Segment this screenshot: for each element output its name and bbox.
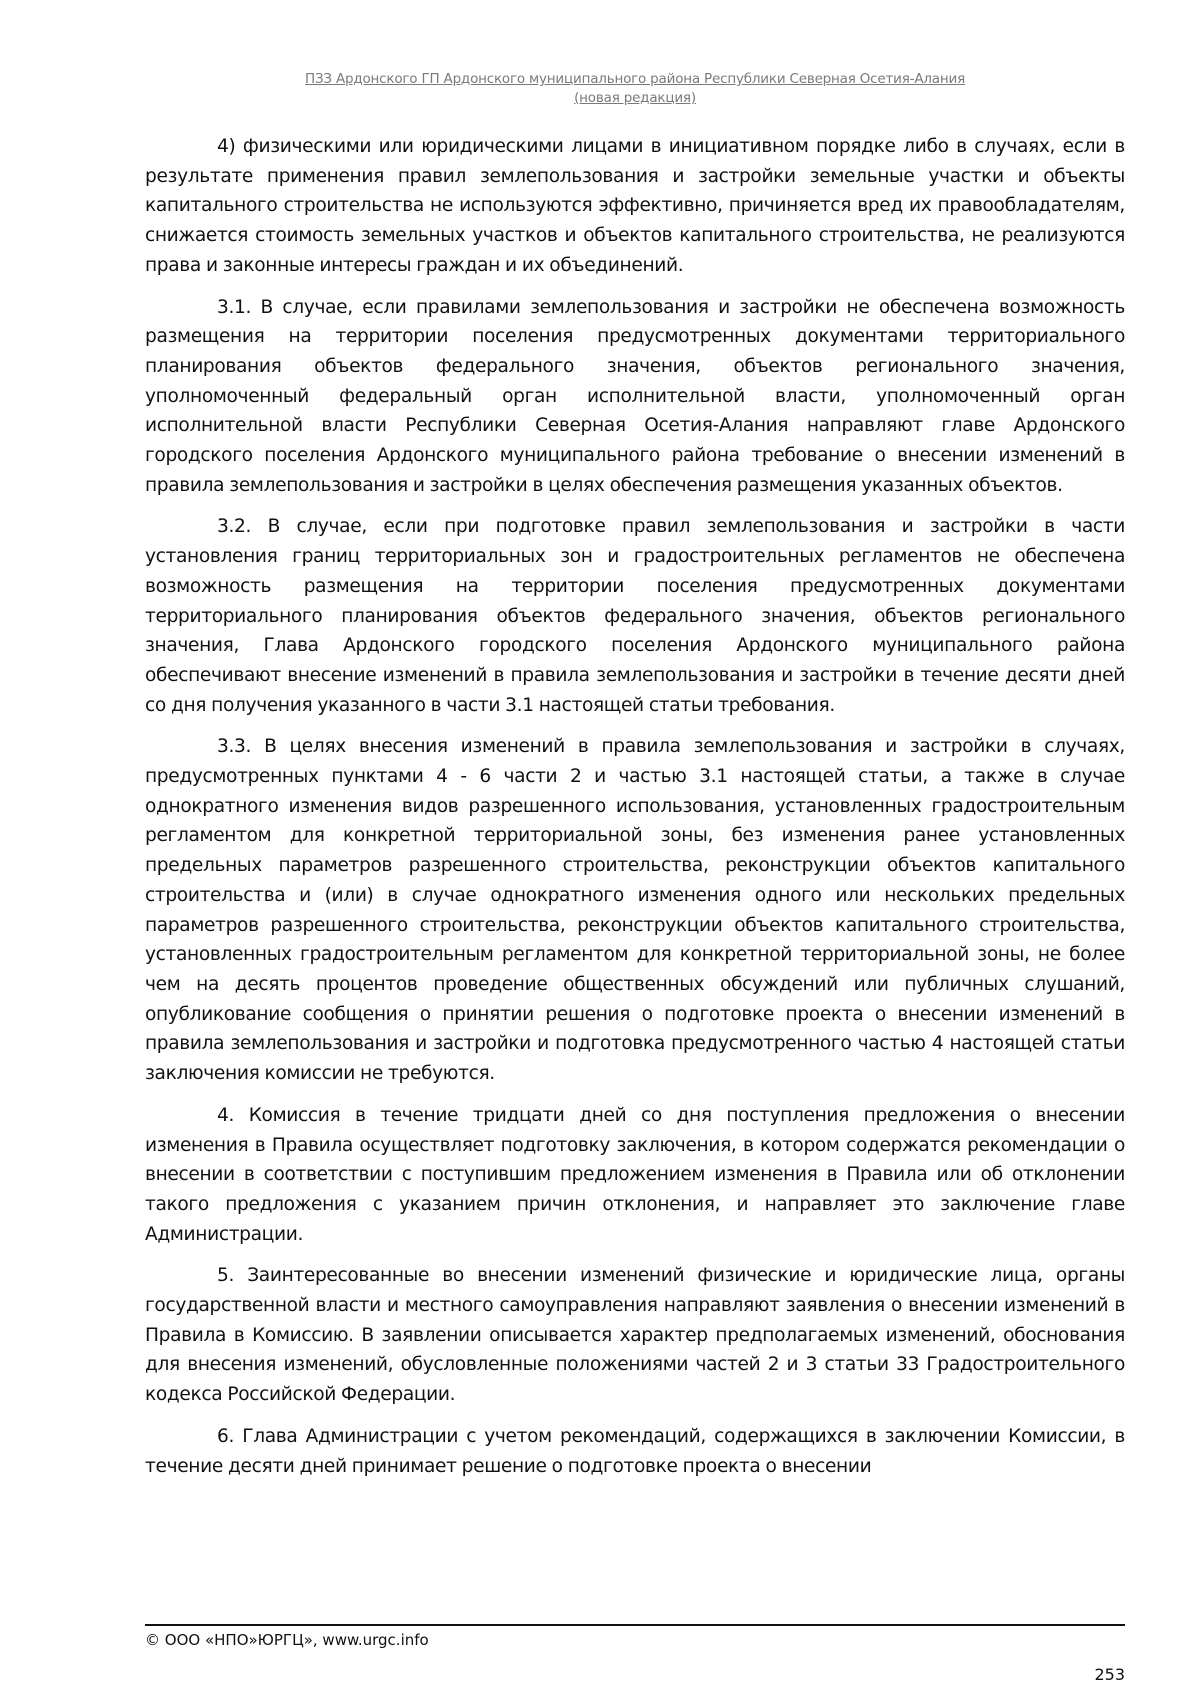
page-header xyxy=(145,70,1125,108)
paragraph-5: 5. Заинтересованные во внесении изменений физические и юридические лица, органы государственной власти и местного самоуправления направляют заявления о внесении изменений в Правила в Комиссию. В заявлении описывается характер предполагаемых изменений, обоснования для внесения изменений, обусловленные положениями частей 2 и 3 статьи 33 Градостроительного кодекса Российской Федерации. xyxy=(145,1265,1125,1406)
paragraph-3-1: 3.1. В случае, если правилами землепользования и застройки не обеспечена возможность размещения на территории поселения предусмотренных документами территориального планирования объектов федерального значения, объектов регионального значения, уполномоченный федеральный орган исполнительной власти, уполномоченный орган исполнительной власти Республики Северная Осетия-Алания направляют главе Ардонского городского поселения Ардонского муниципального района требование о внесении изменений в правила землепользования и застройки в целях обеспечения размещения указанных объектов. xyxy=(145,296,1125,496)
page-number: 253 xyxy=(1094,1665,1125,1684)
paragraph-4-item: 4) физическими или юридическими лицами в инициативном порядке либо в случаях, если в результате применения правил землепользования и застройки земельные участки и объекты капитального строительства не используются эффективно, причиняется вред их правообладателям, снижается стоимость земельных участков и объектов капитального строительства, не реализуются права и законные интересы граждан и их объединений. xyxy=(145,136,1125,276)
paragraph-4: 4. Комиссия в течение тридцати дней со дня поступления предложения о внесении изменения в Правила осуществляет подготовку заключения, в котором содержатся рекомендации о внесении в соответствии с поступившим предложением изменения в Правила или об отклонении такого предложения с указанием причин отклонения, и направляет это заключение главе Администрации. xyxy=(145,1104,1125,1245)
footer-divider xyxy=(145,1624,1125,1626)
header-title: ПЗЗ Ардонского ГП Ардонского муниципального района Республики Северная Осетия-Алания xyxy=(305,71,965,87)
footer-copyright: © ООО «НПО»ЮРГЦ», www.urgc.info xyxy=(145,1631,429,1649)
paragraph-6: 6. Глава Администрации с учетом рекомендаций, содержащихся в заключении Комиссии, в течение десяти дней принимает решение о подготовке проекта о внесении xyxy=(145,1425,1125,1477)
paragraph-3-2: 3.2. В случае, если при подготовке правил землепользования и застройки в части установления границ территориальных зон и градостроительных регламентов не обеспечена возможность размещения на территории поселения предусмотренных документами территориального планирования объектов федерального значения, объектов регионального значения, Глава Ардонского городского поселения Ардонского муниципального района обеспечивают внесение изменений в правила землепользования и застройки в течение десяти дней со дня получения указанного в части 3.1 настоящей статьи требования. xyxy=(145,516,1125,716)
document-body xyxy=(145,132,1125,1493)
paragraph-3-3: 3.3. В целях внесения изменений в правила землепользования и застройки в случаях, предусмотренных пунктами 4 - 6 части 2 и частью 3.1 настоящей статьи, а также в случае однократного изменения видов разрешенного использования, установленных градостроительным регламентом для конкретной территориальной зоны, без изменения ранее установленных предельных параметров разрешенного строительства, реконструкции объектов капитального строительства и (или) в случае однократного изменения одного или нескольких предельных параметров разрешенного строительства, реконструкции объектов капитального строительства, установленных градостроительным регламентом для конкретной территориальной зоны, не более чем на десять процентов проведение общественных обсуждений или публичных слушаний, опубликование сообщения о принятии решения о подготовке проекта о внесении изменений в правила землепользования и застройки и подготовка предусмотренного частью 4 настоящей статьи заключения комиссии не требуются. xyxy=(145,736,1125,1085)
header-subtitle: (новая редакция) xyxy=(574,90,696,106)
